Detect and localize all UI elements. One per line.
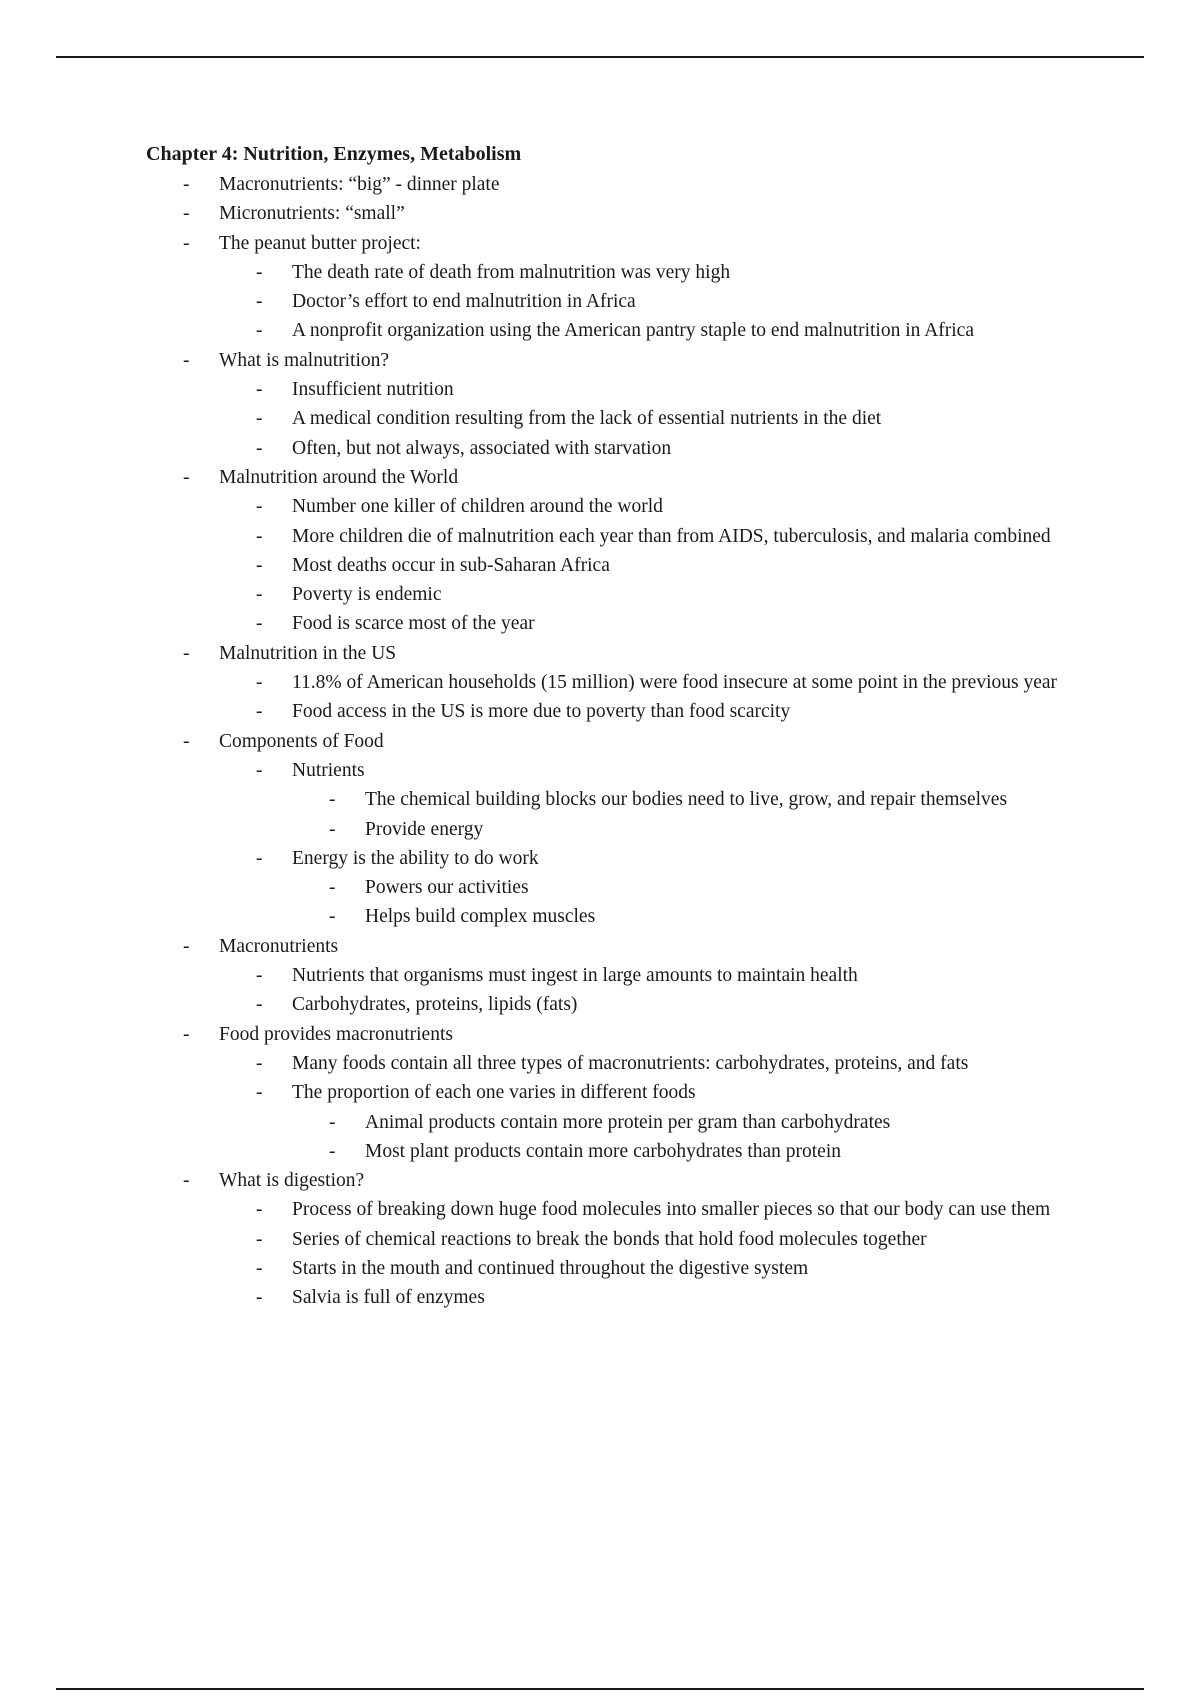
outline-sublist xyxy=(219,492,1086,638)
outline-item-level-1 xyxy=(146,1166,1086,1312)
outline-item-level-2 xyxy=(219,404,1086,433)
bullet-dash: - xyxy=(329,1140,336,1162)
outline-item-level-2 xyxy=(219,756,1086,844)
bullet-dash: - xyxy=(329,1111,336,1133)
outline-item-level-1 xyxy=(146,229,1086,346)
outline-item-level-1 xyxy=(146,1020,1086,1166)
outline-item-text: What is malnutrition? xyxy=(219,349,390,371)
outline-item-text: Most deaths occur in sub-Saharan Africa xyxy=(292,554,610,576)
outline-item-level-1 xyxy=(146,463,1086,639)
outline-item-level-2 xyxy=(219,580,1086,609)
bullet-dash: - xyxy=(256,965,263,987)
bullet-dash: - xyxy=(256,291,263,313)
bullet-dash: - xyxy=(256,759,263,781)
chapter-title: Chapter 4: Nutrition, Enzymes, Metabolism xyxy=(146,143,522,165)
bullet-dash: - xyxy=(183,1170,190,1192)
outline-item-level-3 xyxy=(292,1137,1086,1166)
outline-item-text: Nutrients that organisms must ingest in large amounts to maintain health xyxy=(292,965,858,987)
bullet-dash: - xyxy=(256,554,263,576)
bullet-dash: - xyxy=(183,935,190,957)
outline-item-text: Starts in the mouth and continued throughout the digestive system xyxy=(292,1257,809,1279)
outline-item-level-3 xyxy=(292,902,1086,931)
outline-item-level-2 xyxy=(219,434,1086,463)
outline-item-level-2 xyxy=(219,844,1086,932)
outline-item-level-2 xyxy=(219,961,1086,990)
outline-item-text: Food provides macronutrients xyxy=(219,1023,453,1045)
outline-item-text: 11.8% of American households (15 million) were food insecure at some point in the previous year xyxy=(292,672,1058,694)
outline-item-level-3 xyxy=(292,1108,1086,1137)
outline-sublist xyxy=(292,1108,1086,1167)
bullet-dash: - xyxy=(183,642,190,664)
outline-item-level-2 xyxy=(219,668,1086,697)
bullet-dash: - xyxy=(256,437,263,459)
bullet-dash: - xyxy=(183,466,190,488)
bullet-dash: - xyxy=(256,994,263,1016)
outline-sublist xyxy=(219,1195,1086,1312)
outline-item-text: Powers our activities xyxy=(365,877,529,899)
outline-item-level-1 xyxy=(146,170,1086,199)
bullet-dash: - xyxy=(329,818,336,840)
outline-item-level-2 xyxy=(219,1225,1086,1254)
outline-item-text: Food is scarce most of the year xyxy=(292,613,535,635)
outline-item-text: Salvia is full of enzymes xyxy=(292,1287,485,1309)
outline-item-level-2 xyxy=(219,1195,1086,1224)
outline-item-level-1 xyxy=(146,639,1086,727)
bullet-dash: - xyxy=(256,408,263,430)
outline-item-level-2 xyxy=(219,990,1086,1019)
outline-item-text: Process of breaking down huge food molecules into smaller pieces so that our body can use them xyxy=(292,1199,1051,1221)
outline-item-level-1 xyxy=(146,727,1086,932)
outline-sublist xyxy=(219,961,1086,1020)
outline-item-level-2 xyxy=(219,1283,1086,1312)
outline-item-level-2 xyxy=(219,522,1086,551)
outline-item-text: What is digestion? xyxy=(219,1170,365,1192)
outline-item-text: Nutrients xyxy=(292,759,365,781)
bullet-dash: - xyxy=(183,203,190,225)
outline-item-text: Food access in the US is more due to poverty than food scarcity xyxy=(292,701,791,723)
outline-item-level-2 xyxy=(219,697,1086,726)
footer-rule xyxy=(56,1688,1144,1690)
bullet-dash: - xyxy=(183,174,190,195)
bullet-dash: - xyxy=(256,701,263,723)
bullet-dash: - xyxy=(183,232,190,254)
bullet-dash: - xyxy=(256,379,263,401)
outline-item-text: Micronutrients: “small” xyxy=(219,203,405,225)
bullet-dash: - xyxy=(183,1023,190,1045)
outline-item-level-2 xyxy=(219,551,1086,580)
outline-item-level-2 xyxy=(219,1049,1086,1078)
outline-item-level-2 xyxy=(219,287,1086,316)
outline-sublist xyxy=(292,873,1086,932)
outline-item-text: Often, but not always, associated with starvation xyxy=(292,437,672,459)
bullet-dash: - xyxy=(256,1287,263,1309)
outline-item-level-2 xyxy=(219,375,1086,404)
outline-item-text: Most plant products contain more carbohydrates than protein xyxy=(365,1140,841,1162)
outline-item-text: The proportion of each one varies in different foods xyxy=(292,1082,696,1104)
outline-item-text: Carbohydrates, proteins, lipids (fats) xyxy=(292,994,578,1016)
bullet-dash: - xyxy=(256,584,263,606)
outline-item-text: Animal products contain more protein per gram than carbohydrates xyxy=(365,1111,891,1133)
outline-item-text: Malnutrition around the World xyxy=(219,466,459,488)
outline-item-level-1 xyxy=(146,932,1086,1020)
outline-item-level-1 xyxy=(146,346,1086,463)
outline-item-text: Number one killer of children around the world xyxy=(292,496,663,518)
bullet-dash: - xyxy=(256,1052,263,1074)
header-rule xyxy=(56,56,1144,58)
outline-item-level-3 xyxy=(292,873,1086,902)
outline-item-level-3 xyxy=(292,785,1086,814)
bullet-dash: - xyxy=(256,261,263,283)
outline-list xyxy=(146,170,1086,1313)
outline-sublist xyxy=(219,1049,1086,1166)
outline-item-level-3 xyxy=(292,815,1086,844)
outline-item-text: The chemical building blocks our bodies need to live, grow, and repair themselves xyxy=(365,789,1008,811)
bullet-dash: - xyxy=(329,877,336,899)
outline-item-level-2 xyxy=(219,1254,1086,1283)
outline-item-level-2 xyxy=(219,609,1086,638)
outline-item-text: The peanut butter project: xyxy=(219,232,421,254)
outline-item-text: Macronutrients xyxy=(219,935,339,957)
bullet-dash: - xyxy=(256,1257,263,1279)
outline-sublist xyxy=(219,668,1086,727)
outline-item-text: Energy is the ability to do work xyxy=(292,847,539,869)
bullet-dash: - xyxy=(183,730,190,752)
outline-item-text: Insufficient nutrition xyxy=(292,379,454,401)
bullet-dash: - xyxy=(256,672,263,694)
outline-sublist xyxy=(219,258,1086,346)
bullet-dash: - xyxy=(256,525,263,547)
outline-item-text: A nonprofit organization using the American pantry staple to end malnutrition in Africa xyxy=(292,320,974,342)
outline-item-level-2 xyxy=(219,492,1086,521)
bullet-dash: - xyxy=(183,349,190,371)
outline-item-text: Doctor’s effort to end malnutrition in Africa xyxy=(292,291,636,313)
bullet-dash: - xyxy=(256,1228,263,1250)
outline-item-text: Provide energy xyxy=(365,818,484,840)
bullet-dash: - xyxy=(256,613,263,635)
outline-item-text: Series of chemical reactions to break the bonds that hold food molecules together xyxy=(292,1228,927,1250)
outline-item-text: Poverty is endemic xyxy=(292,584,442,606)
outline-item-text: More children die of malnutrition each year than from AIDS, tuberculosis, and malaria combined xyxy=(292,525,1051,547)
outline-item-level-1 xyxy=(146,199,1086,228)
outline-item-text: Many foods contain all three types of macronutrients: carbohydrates, proteins, and fats xyxy=(292,1052,969,1074)
outline-item-text: Components of Food xyxy=(219,730,384,752)
bullet-dash: - xyxy=(329,789,336,811)
notes-body xyxy=(146,142,1086,1313)
bullet-dash: - xyxy=(329,906,336,928)
bullet-dash: - xyxy=(256,320,263,342)
outline-sublist xyxy=(219,375,1086,463)
outline-item-text: A medical condition resulting from the lack of essential nutrients in the diet xyxy=(292,408,882,430)
outline-sublist xyxy=(219,756,1086,932)
outline-item-level-2 xyxy=(219,258,1086,287)
bullet-dash: - xyxy=(256,496,263,518)
outline-item-text: Malnutrition in the US xyxy=(219,642,397,664)
outline-item-text: Macronutrients: “big” - dinner plate xyxy=(219,174,500,195)
bullet-dash: - xyxy=(256,1199,263,1221)
bullet-dash: - xyxy=(256,847,263,869)
outline-item-text: Helps build complex muscles xyxy=(365,906,596,928)
outline-item-level-2 xyxy=(219,316,1086,345)
outline-sublist xyxy=(292,785,1086,844)
outline-item-text: The death rate of death from malnutrition was very high xyxy=(292,261,731,283)
bullet-dash: - xyxy=(256,1082,263,1104)
outline-item-level-2 xyxy=(219,1078,1086,1166)
